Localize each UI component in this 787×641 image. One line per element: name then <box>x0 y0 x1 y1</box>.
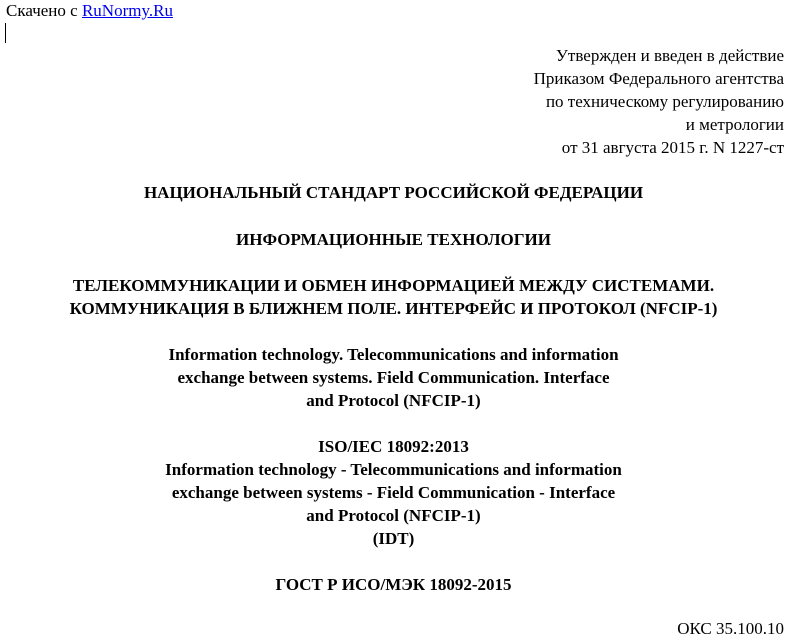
iso-title-line: exchange between systems - Field Communication - Interface <box>171 483 616 502</box>
runormy-link[interactable]: RuNormy.Ru <box>81 1 173 20</box>
source-line <box>6 1 173 21</box>
okc-code: ОКС 35.100.10 <box>677 619 784 638</box>
title-en-line: exchange between systems. Field Communication. Interface <box>177 368 610 387</box>
title-ru-line: КОММУНИКАЦИЯ В БЛИЖНЕМ ПОЛЕ. ИНТЕРФЕЙС И ПРОТОКОЛ (NFCIP-1) <box>69 299 718 318</box>
approval-block <box>534 44 784 159</box>
title-en-block <box>0 343 787 412</box>
text-cursor <box>5 23 6 43</box>
iso-code: ISO/IEC 18092:2013 <box>318 437 469 456</box>
gost-designation: ГОСТ Р ИСО/МЭК 18092-2015 <box>275 575 512 594</box>
title-ru-block <box>0 274 787 320</box>
approval-line: Приказом Федерального агентства <box>533 69 784 88</box>
approval-line: Утвержден и введен в действие <box>555 46 784 65</box>
source-prefix: Скачено с <box>6 1 82 20</box>
title-main-heading: ИНФОРМАЦИОННЫЕ ТЕХНОЛОГИИ <box>236 230 551 249</box>
title-ru-line: ТЕЛЕКОММУНИКАЦИИ И ОБМЕН ИНФОРМАЦИЕЙ МЕЖДУ СИСТЕМАМИ. <box>72 276 715 295</box>
iso-title-line: and Protocol (NFCIP-1) <box>306 506 481 525</box>
iso-block <box>0 435 787 550</box>
iso-title-line: Information technology - Telecommunications and information <box>165 460 622 479</box>
iso-degree: (IDT) <box>372 529 415 548</box>
approval-line: от 31 августа 2015 г. N 1227-ст <box>561 138 784 157</box>
title-en-line: and Protocol (NFCIP-1) <box>306 391 481 410</box>
title-en-line: Information technology. Telecommunications and information <box>168 345 619 364</box>
approval-line: и метрологии <box>685 115 784 134</box>
approval-line: по техническому регулированию <box>545 92 784 111</box>
standard-type-heading: НАЦИОНАЛЬНЫЙ СТАНДАРТ РОССИЙСКОЙ ФЕДЕРАЦИИ <box>143 183 644 202</box>
